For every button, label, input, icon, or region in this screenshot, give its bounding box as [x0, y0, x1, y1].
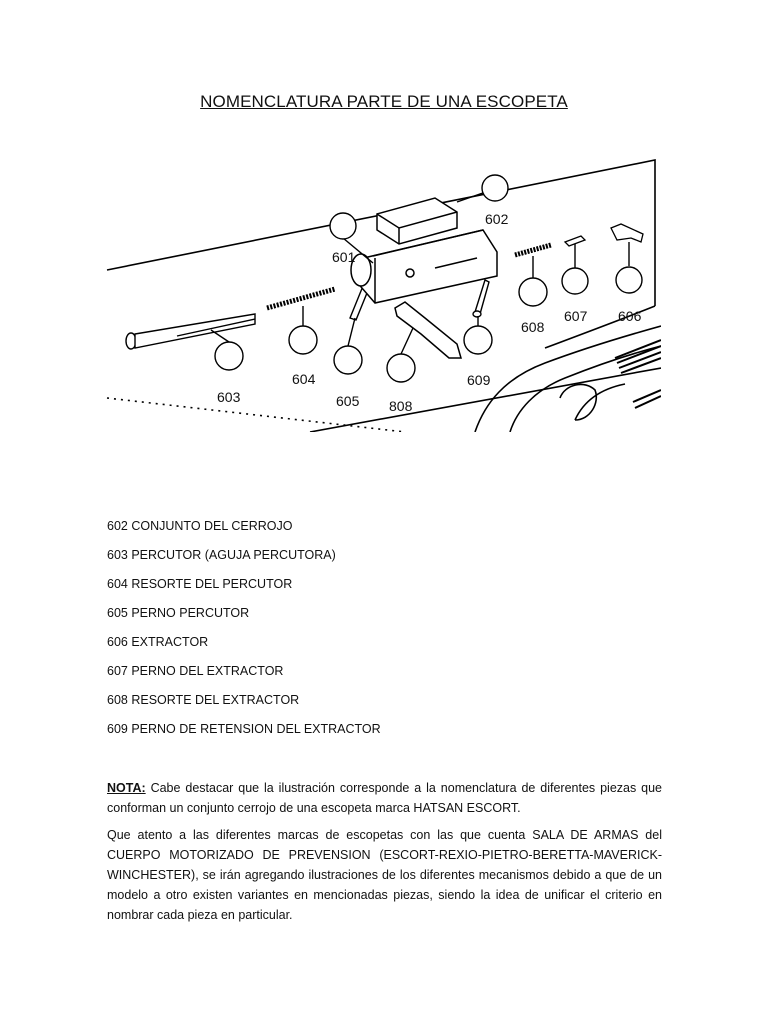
label-808: 808 — [389, 398, 413, 414]
label-601: 601 — [332, 249, 356, 265]
parts-item-607: 607 PERNO DEL EXTRACTOR — [107, 664, 284, 678]
label-605: 605 — [336, 393, 360, 409]
parts-item-605: 605 PERNO PERCUTOR — [107, 606, 250, 620]
label-609: 609 — [467, 372, 491, 388]
parts-item-604: 604 RESORTE DEL PERCUTOR — [107, 577, 293, 591]
note-label: NOTA: — [107, 781, 146, 795]
exploded-bolt-diagram — [105, 158, 661, 432]
label-603: 603 — [217, 389, 241, 405]
note-text: Cabe destacar que la ilustración corresponde a la nomenclatura de diferentes piezas que conforman un conjunto cerrojo de una escopeta marca HATSAN ESCORT. — [107, 781, 662, 815]
label-608: 608 — [521, 319, 545, 335]
page-title: NOMENCLATURA PARTE DE UNA ESCOPETA — [200, 92, 568, 111]
note-section — [107, 778, 662, 932]
label-607: 607 — [564, 308, 588, 324]
parts-item-602: 602 CONJUNTO DEL CERROJO — [107, 519, 293, 533]
parts-item-608: 608 RESORTE DEL EXTRACTOR — [107, 693, 300, 707]
label-606: 606 — [618, 308, 642, 324]
label-602: 602 — [485, 211, 509, 227]
parts-item-606: 606 EXTRACTOR — [107, 635, 209, 649]
parts-item-603: 603 PERCUTOR (AGUJA PERCUTORA) — [107, 548, 336, 562]
label-604: 604 — [292, 371, 316, 387]
note-paragraph-2: Que atento a las diferentes marcas de escopetas con las que cuenta SALA DE ARMAS del CUERPO MOTORIZADO DE PREVENSION (ESCORT-REXIO-PIETRO-BERETTA-MAVERICK-WINCHESTER), se irán agregando ilustraciones de los diferentes mecanismos debido a que de un modelo a otro existen variantes en mencionadas piezas, siendo la idea de unificar el criterio en nombrar cada pieza en particular. — [107, 828, 662, 922]
parts-item-609: 609 PERNO DE RETENSION DEL EXTRACTOR — [107, 722, 381, 736]
parts-list — [107, 516, 381, 748]
note-paragraph — [107, 778, 662, 818]
